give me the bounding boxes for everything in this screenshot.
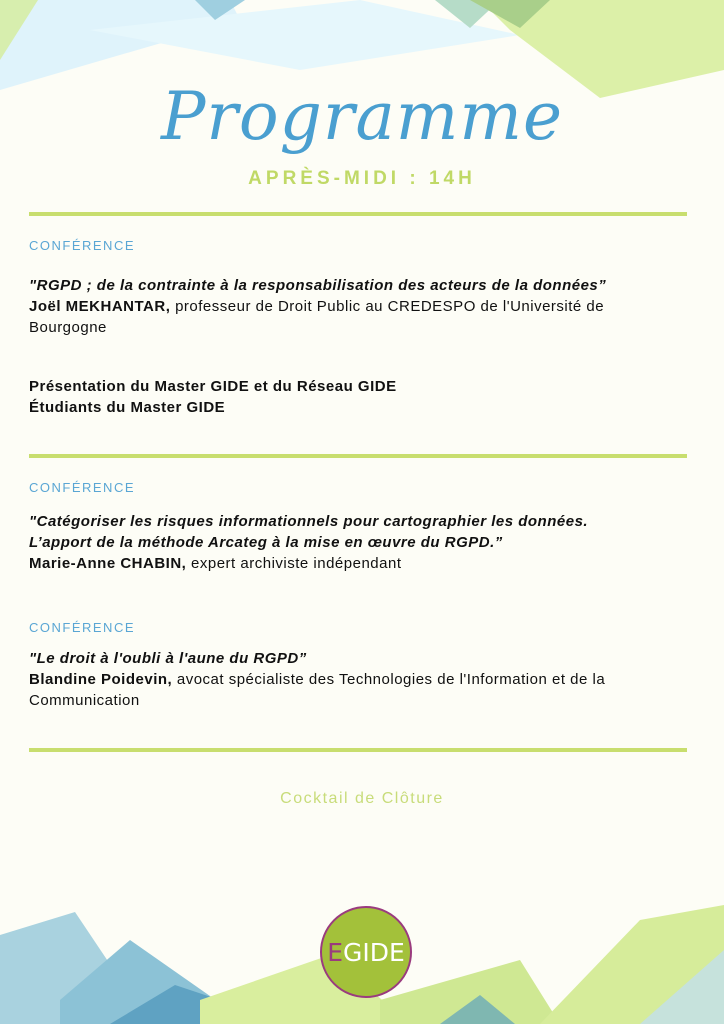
conference-title-line-2: L’apport de la méthode Arcateg à la mise en œuvre du RGPD.” xyxy=(29,534,503,551)
divider xyxy=(29,748,687,752)
conference-title-line-1: "Catégoriser les risques informationnels pour cartographier les données. xyxy=(29,513,589,530)
conference-title: "RGPD ; de la contrainte à la responsabilisation des acteurs de la données” xyxy=(29,277,607,294)
conference-block-3 xyxy=(29,648,679,711)
divider xyxy=(29,454,687,458)
divider xyxy=(29,212,687,216)
speaker-name: Joël MEKHANTAR, xyxy=(29,298,171,315)
presentation-block xyxy=(29,376,679,418)
page-subtitle: APRÈS-MIDI : 14H xyxy=(248,168,476,189)
presentation-presenters: Étudiants du Master GIDE xyxy=(29,399,226,416)
conference-block-2 xyxy=(29,511,679,574)
egide-logo xyxy=(320,906,412,998)
speaker-name: Blandine Poidevin, xyxy=(29,671,173,688)
speaker-role: expert archiviste indépendant xyxy=(186,555,402,572)
section-label: CONFÉRENCE xyxy=(29,480,136,495)
section-label: CONFÉRENCE xyxy=(29,238,136,253)
conference-title: "Le droit à l'oubli à l'aune du RGPD” xyxy=(29,650,307,667)
closing-event: Cocktail de Clôture xyxy=(280,790,444,807)
speaker-role: professeur de Droit Public au CREDESPO de l'Université de Bourgogne xyxy=(29,298,605,336)
speaker-role: avocat spécialiste des Technologies de l'Information et de la Communication xyxy=(29,671,606,709)
presentation-title: Présentation du Master GIDE et du Réseau GIDE xyxy=(29,378,397,395)
section-label: CONFÉRENCE xyxy=(29,620,136,635)
page-title: Programme xyxy=(160,78,564,155)
logo-text: EGIDE xyxy=(327,937,405,967)
conference-block-1 xyxy=(29,275,679,338)
speaker-name: Marie-Anne CHABIN, xyxy=(29,555,187,572)
